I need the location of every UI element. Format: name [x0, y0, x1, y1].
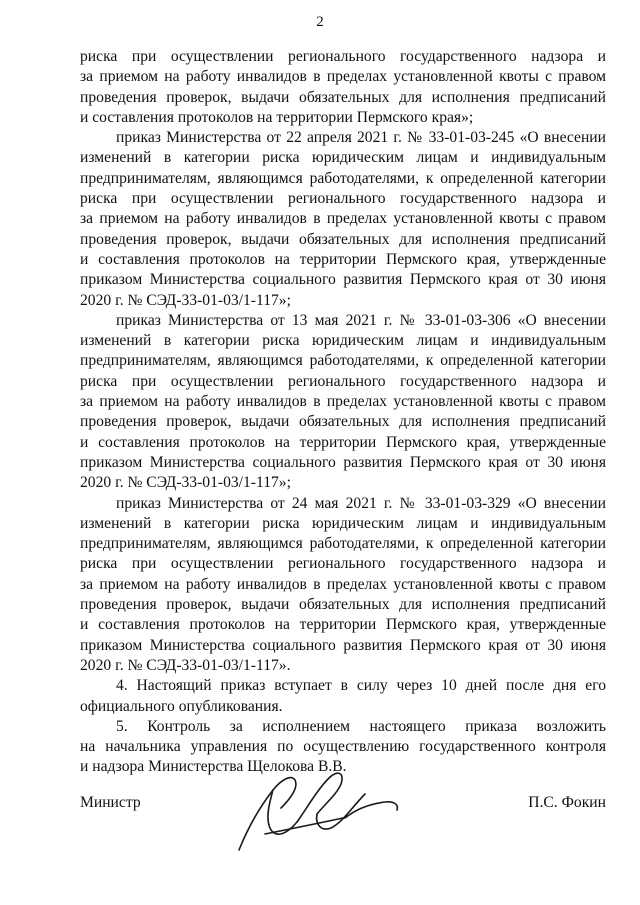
text-line: и составления протоколов на территории Пермского края»; — [80, 108, 474, 126]
text-line: приказом Министерства социального развития Пермского края от 30 июня — [80, 636, 606, 654]
text-line: риска при осуществлении регионального государственного надзора и — [80, 372, 606, 390]
text-line: официального опубликования. — [80, 697, 283, 715]
page-number: 2 — [316, 14, 324, 30]
text-line: приказ Министерства от 22 апреля 2021 г. № 33-01-03-245 «О внесении — [116, 129, 606, 147]
text-line: за приемом на работу инвалидов в пределах установленной квоты с правом — [80, 210, 606, 228]
text-line: приказ Министерства от 24 мая 2021 г. № 33-01-03-329 «О внесении — [116, 494, 606, 512]
text-line: изменений в категории риска юридическим лицам и индивидуальным — [80, 332, 606, 350]
text-line: предпринимателям, являющимся работодателями, к определенной категории — [80, 352, 606, 370]
text-line: предпринимателям, являющимся работодателями, к определенной категории — [80, 169, 606, 187]
text-line: проведения проверок, выдачи обязательных для исполнения предписаний — [80, 596, 606, 614]
text-line: и составления протоколов на территории Пермского края, утвержденные — [80, 250, 606, 268]
text-line: на начальника управления по осуществлению государственного контроля — [80, 738, 606, 756]
text-line: и составления протоколов на территории Пермского края, утвержденные — [80, 616, 606, 634]
text-line: за приемом на работу инвалидов в пределах установленной квоты с правом — [80, 393, 606, 411]
text-line: 2020 г. № СЭД-33-01-03/1-117». — [80, 656, 291, 674]
text-line: изменений в категории риска юридическим лицам и индивидуальным — [80, 149, 606, 167]
text-line: 4. Настоящий приказ вступает в силу через 10 дней после дня его — [116, 677, 606, 695]
text-line: приказом Министерства социального развития Пермского края от 30 июня — [80, 453, 606, 471]
text-line: приказ Министерства от 13 мая 2021 г. № 33-01-03-306 «О внесении — [116, 311, 606, 329]
signature-image — [225, 760, 405, 855]
text-line: риска при осуществлении регионального государственного надзора и — [80, 48, 606, 65]
text-line: 2020 г. № СЭД-33-01-03/1-117»; — [80, 474, 291, 492]
text-line: и надзора Министерства Щелокова В.В. — [80, 758, 347, 776]
text-line: за приемом на работу инвалидов в пределах установленной квоты с правом — [80, 68, 606, 86]
text-line: проведения проверок, выдачи обязательных для исполнения предписаний — [80, 413, 606, 431]
text-line: приказом Министерства социального развития Пермского края от 30 июня — [80, 271, 606, 289]
text-line: изменений в категории риска юридическим лицам и индивидуальным — [80, 514, 606, 532]
text-line: и составления протоколов на территории Пермского края, утвержденные — [80, 433, 606, 451]
text-line: за приемом на работу инвалидов в пределах установленной квоты с правом — [80, 575, 606, 593]
signer-title: Министр — [80, 794, 141, 811]
text-line: 5. Контроль за исполнением настоящего приказа возложить — [116, 717, 606, 735]
document-body — [80, 47, 606, 778]
text-line: риска при осуществлении регионального государственного надзора и — [80, 555, 606, 573]
signer-name: П.С. Фокин — [528, 794, 606, 811]
text-line: риска при осуществлении регионального государственного надзора и — [80, 190, 606, 208]
text-line: 2020 г. № СЭД-33-01-03/1-117»; — [80, 291, 291, 309]
text-line: предпринимателям, являющимся работодателями, к определенной категории — [80, 535, 606, 553]
text-line: проведения проверок, выдачи обязательных для исполнения предписаний — [80, 230, 606, 248]
text-line: проведения проверок, выдачи обязательных для исполнения предписаний — [80, 88, 606, 106]
